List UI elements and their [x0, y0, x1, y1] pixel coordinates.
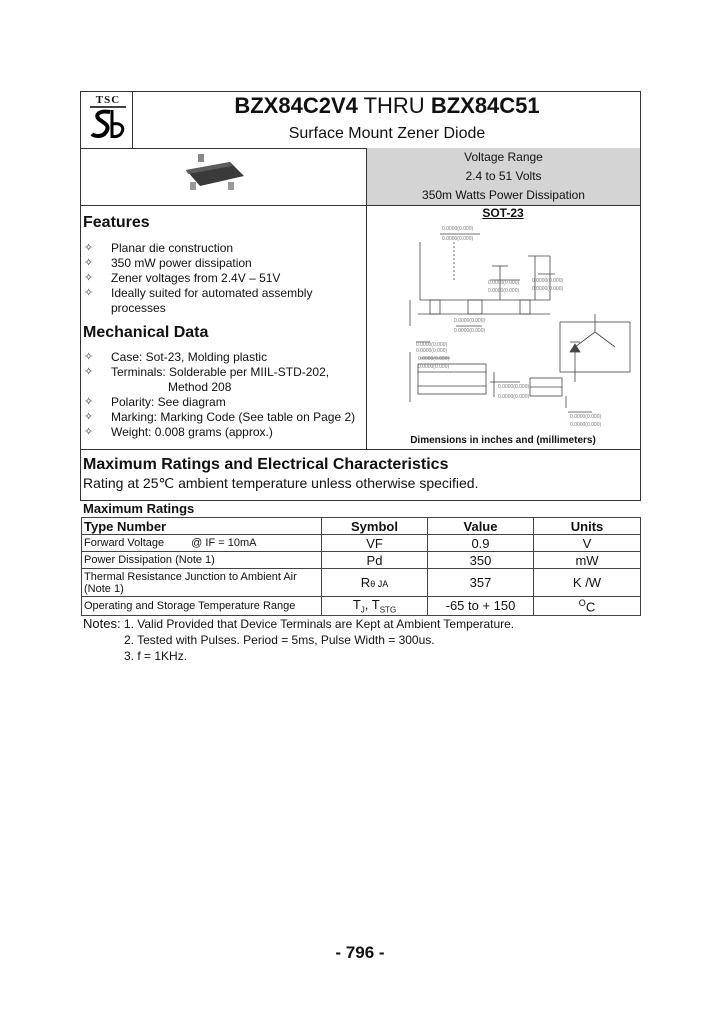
svg-text:0.0000(0.000): 0.0000(0.000): [532, 286, 564, 292]
units-cell: $^O$C: [534, 597, 641, 616]
svg-text:0.0000(0.000): 0.0000(0.000): [416, 348, 448, 354]
svg-text:0.0000(0.000): 0.0000(0.000): [532, 278, 564, 284]
value-cell: 0.9: [428, 535, 534, 552]
title-part1: BZX84C2V4: [234, 93, 358, 118]
sot23-chip-icon: [180, 152, 250, 194]
list-item-continuation: Method 208: [168, 380, 232, 394]
list-item: ✧ Weight: 0.008 grams (approx.): [84, 425, 273, 439]
list-item: ✧ Planar die construction: [84, 241, 234, 255]
svg-text:0.0000(0.000): 0.0000(0.000): [418, 356, 450, 362]
bullet-icon: ✧: [84, 242, 94, 254]
summary-box: [366, 148, 640, 205]
note-1: Notes: 1. Valid Provided that Device Terminals are Kept at Ambient Temperature.: [83, 616, 515, 631]
symbol-cell: $T_J$, $T_{STG}$: [322, 597, 428, 616]
logo-emblem-icon: [88, 106, 128, 142]
symbol-cell: Pd: [322, 552, 428, 569]
max-ratings-title: Maximum Ratings: [83, 501, 195, 516]
list-item: ✧ Ideally suited for automated assembly: [84, 286, 313, 300]
param-cell: Operating and Storage Temperature Range: [82, 597, 322, 616]
units-cell: K /W: [534, 569, 641, 597]
summary-voltage-range-value: 2.4 to 51 Volts: [465, 169, 542, 183]
svg-text:0.0000(0.000): 0.0000(0.000): [418, 364, 450, 370]
table-header-row: [82, 518, 641, 535]
mechanical-list: [84, 350, 364, 440]
features-list: [84, 241, 364, 316]
summary-voltage-range-label: Voltage Range: [464, 150, 543, 164]
title-thru: THRU: [363, 93, 425, 118]
features-heading: Features: [83, 214, 150, 231]
header-units: Units: [534, 518, 641, 535]
tsc-logo: [88, 94, 128, 144]
ratings-divider: [80, 449, 641, 450]
bullet-icon: ✧: [84, 396, 94, 408]
svg-text:0.0000(0.000): 0.0000(0.000): [454, 328, 486, 334]
svg-text:0.0000(0.000): 0.0000(0.000): [570, 422, 602, 428]
svg-text:0.0000(0.000): 0.0000(0.000): [416, 342, 448, 348]
bullet-icon: ✧: [84, 272, 94, 284]
svg-text:0.0000(0.000): 0.0000(0.000): [488, 280, 520, 286]
max-ratings-table: [81, 517, 641, 616]
bullet-icon: ✧: [84, 287, 94, 299]
page-number: - 796 -: [335, 943, 385, 962]
list-item: ✧ 350 mW power dissipation: [84, 256, 252, 270]
note-2: 2. Tested with Pulses. Period = 5ms, Pulse Width = 300us.: [124, 633, 435, 647]
svg-text:0.0000(0.000): 0.0000(0.000): [442, 236, 474, 242]
notes: [83, 616, 643, 664]
units-cell: V: [534, 535, 641, 552]
svg-text:0.0000(0.000): 0.0000(0.000): [498, 394, 530, 400]
list-item-continuation: processes: [111, 301, 166, 315]
units-cell: mW: [534, 552, 641, 569]
value-cell: -65 to + 150: [428, 597, 534, 616]
package-name: SOT-23: [482, 206, 524, 220]
bullet-icon: ✧: [84, 351, 94, 363]
header-value: Value: [428, 518, 534, 535]
value-cell: 350: [428, 552, 534, 569]
logo-text: TSC: [95, 94, 121, 106]
bullet-icon: ✧: [84, 426, 94, 438]
bullet-icon: ✧: [84, 366, 94, 378]
page-title: [133, 93, 641, 119]
product-photo: [180, 152, 250, 194]
summary-power: 350m Watts Power Dissipation: [422, 188, 585, 202]
column-divider: [366, 148, 367, 449]
header-symbol: Symbol: [322, 518, 428, 535]
param-cell: Power Dissipation (Note 1): [82, 552, 322, 569]
svg-text:0.0000(0.000): 0.0000(0.000): [570, 414, 602, 420]
table-row: [82, 569, 641, 597]
list-item: ✧ Terminals: Solderable per MIIL-STD-202,: [84, 365, 330, 379]
param-cell: Forward Voltage @ IF = 10mA: [82, 535, 322, 552]
symbol-cell: Rθ JA: [322, 569, 428, 597]
bullet-icon: ✧: [84, 257, 94, 269]
package-dimension-drawing: [370, 222, 638, 434]
header-type-number: Type Number: [82, 518, 322, 535]
symbol-cell: VF: [322, 535, 428, 552]
list-item: ✧ Case: Sot-23, Molding plastic: [84, 350, 268, 364]
title-part2: BZX84C51: [430, 93, 540, 118]
page-subtitle: Surface Mount Zener Diode: [288, 125, 486, 142]
svg-text:0.0000(0.000): 0.0000(0.000): [454, 318, 486, 324]
mechanical-heading: Mechanical Data: [83, 324, 209, 341]
bullet-icon: ✧: [84, 411, 94, 423]
table-row: [82, 535, 641, 552]
table-row: [82, 552, 641, 569]
table-row: [82, 597, 641, 616]
list-item: ✧ Polarity: See diagram: [84, 395, 226, 409]
param-cell: Thermal Resistance Junction to Ambient Air (Note 1): [82, 569, 322, 597]
value-cell: 357: [428, 569, 534, 597]
package-caption: Dimensions in inches and (millimeters): [410, 435, 596, 446]
svg-text:0.0000(0.000): 0.0000(0.000): [498, 384, 530, 390]
list-item: ✧ Marking: Marking Code (See table on Page 2): [84, 410, 356, 424]
svg-text:0.0000(0.000): 0.0000(0.000): [488, 288, 520, 294]
svg-text:0.0000(0.000): 0.0000(0.000): [442, 226, 474, 232]
ratings-heading: Maximum Ratings and Electrical Characteristics: [83, 456, 449, 473]
list-item: ✧ Zener voltages from 2.4V – 51V: [84, 271, 281, 285]
ratings-subtext: Rating at 25℃ ambient temperature unless otherwise specified.: [83, 475, 479, 491]
note-3: 3. f = 1KHz.: [124, 649, 188, 663]
